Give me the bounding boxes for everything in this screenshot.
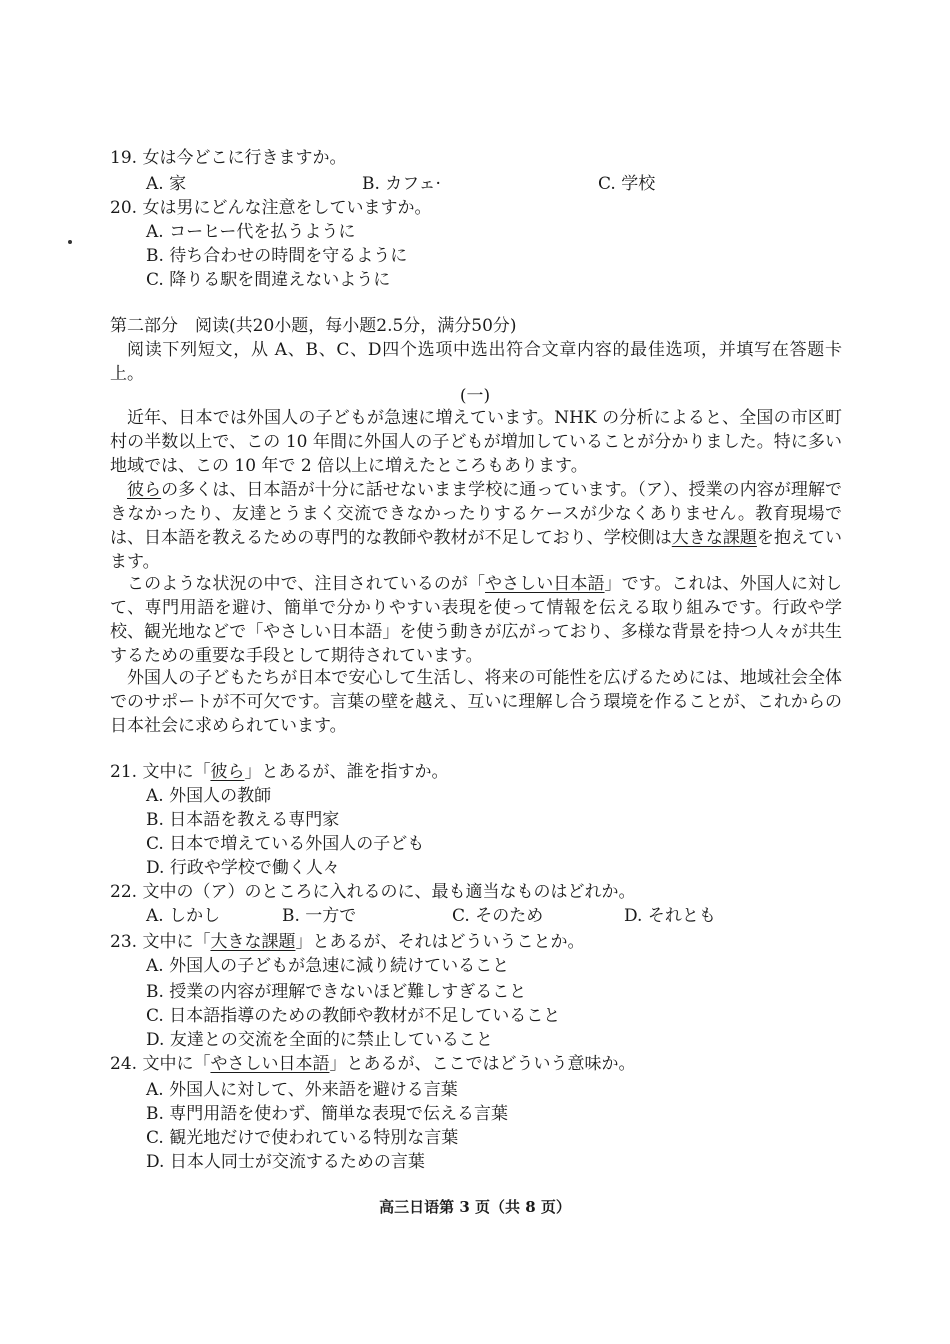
question-number: 19. [110,148,138,168]
question-text-post: 」とあるが、ここではどういう意味か。 [329,1054,636,1074]
question-text [142,762,448,782]
underlined-term-karera: 彼ら [127,480,162,500]
option-21-a: A. 外国人の教師 [146,786,272,806]
option-23-a: A. 外国人の子どもが急速に減り続けていること [146,956,510,976]
question-underlined-term: 彼ら [210,762,245,782]
question-24 [110,1052,635,1076]
option-19-c: C. 学校 [598,174,656,194]
question-20 [110,196,431,220]
question-number: 23. [110,932,138,952]
scan-speck [68,240,72,244]
underlined-term-yasashii-nihongo: やさしい日本語 [485,574,605,594]
option-21-b: B. 日本語を教える専門家 [146,810,340,830]
question-text-post: 」とあるが、誰を指すか。 [244,762,449,782]
option-22-a: A. しかし [146,906,221,926]
question-text: 女は今どこに行きますか。 [142,148,347,168]
passage-paragraph-2 [110,478,842,574]
paragraph-text: を抱えています。 [110,528,843,572]
question-text: 女は男にどんな注意をしていますか。 [142,198,432,218]
option-20-a: A. コーヒー代を払うように [146,222,356,242]
question-number: 22. [110,882,138,902]
question-22 [110,880,635,904]
option-22-c: C. そのため [452,906,544,926]
option-20-c: C. 降りる駅を間違えないように [146,270,391,290]
option-20-b: B. 待ち合わせの時間を守るように [146,246,408,266]
page-footer: 高三日语第 3 页（共 8 页） [379,1198,571,1216]
passage-paragraph-3 [110,572,842,668]
section-instruction: 阅读下列短文，从 A、B、C、D四个选项中选出符合文章内容的最佳选项，并填写在答题卡上。 [110,340,842,384]
option-21-d: D. 行政や学校で働く人々 [146,858,340,878]
section-title: 第二部分 阅读(共20小题，每小题2.5分，满分50分) [110,316,517,336]
paragraph-text: 」です。これは、外国人に対して、専門用語を避け、簡単で分かりやすい表現を使って情報を伝える取り組みです。行政や学校、観光地などで「やさしい日本語」を使う動きが広がっており、多様な背景を持つ人々が共生するための重要な手段として期待されています。 [110,574,843,666]
option-24-b: B. 専門用語を使わず、簡単な表現で伝える言葉 [146,1104,508,1124]
question-text-pre: 文中に「 [142,762,211,782]
question-23 [110,930,584,954]
question-text [142,932,584,952]
question-number: 21. [110,762,138,782]
passage-paragraph-4: 外国人の子どもたちが日本で安心して生活し、将来の可能性を広げるためには、地域社会全体でのサポートが不可欠です。言葉の壁を越え、互いに理解し合う環境を作ることが、これからの日本社会に求められています。 [110,668,842,736]
question-text-pre: 文中に「 [142,1054,211,1074]
question-underlined-term: 大きな課題 [210,932,296,952]
option-22-d: D. それとも [624,906,716,926]
paragraph-text: の多くは、日本語が十分に話せないまま学校に通っています。（ア）、授業の内容が理解できなかったり、友達とうまく交流できなかったりするケースが少なくありません。教育現場では、日本語を教えるための専門的な教師や教材が不足しており、学校側は [110,480,843,548]
question-number: 24. [110,1054,138,1074]
passage-label: (一) [459,386,491,406]
question-text-pre: 文中に「 [142,932,211,952]
option-19-b: B. カフェ· [362,174,441,194]
question-text: 文中の（ア）のところに入れるのに、最も適当なものはどれか。 [142,882,636,902]
question-text [142,1054,635,1074]
option-23-b: B. 授業の内容が理解できないほど難しすぎること [146,982,527,1002]
option-24-a: A. 外国人に対して、外来語を避ける言葉 [146,1080,458,1100]
underlined-term-ookina-kadai: 大きな課題 [671,528,757,548]
option-21-c: C. 日本で増えている外国人の子ども [146,834,425,854]
question-underlined-term: やさしい日本語 [210,1054,330,1074]
question-number: 20. [110,198,138,218]
question-19 [110,146,346,170]
option-24-d: D. 日本人同士が交流するための言葉 [146,1152,425,1172]
option-24-c: C. 観光地だけで使われている特別な言葉 [146,1128,459,1148]
option-19-a: A. 家 [146,174,187,194]
passage-paragraph-1: 近年、日本では外国人の子どもが急速に増えています。NHK の分析によると、全国の市区町村の半数以上で、この 10 年間に外国人の子どもが増加していることが分かりました。特に多い地域では、この 10 年で 2 倍以上に増えたところもあります。 [110,408,842,476]
paragraph-text: このような状況の中で、注目されているのが「 [127,574,486,594]
option-22-b: B. 一方で [282,906,357,926]
question-text-post: 」とあるが、それはどういうことか。 [295,932,585,952]
option-23-d: D. 友達との交流を全面的に禁止していること [146,1030,493,1050]
option-23-c: C. 日本語指導のための教師や教材が不足していること [146,1006,561,1026]
question-21 [110,760,448,784]
